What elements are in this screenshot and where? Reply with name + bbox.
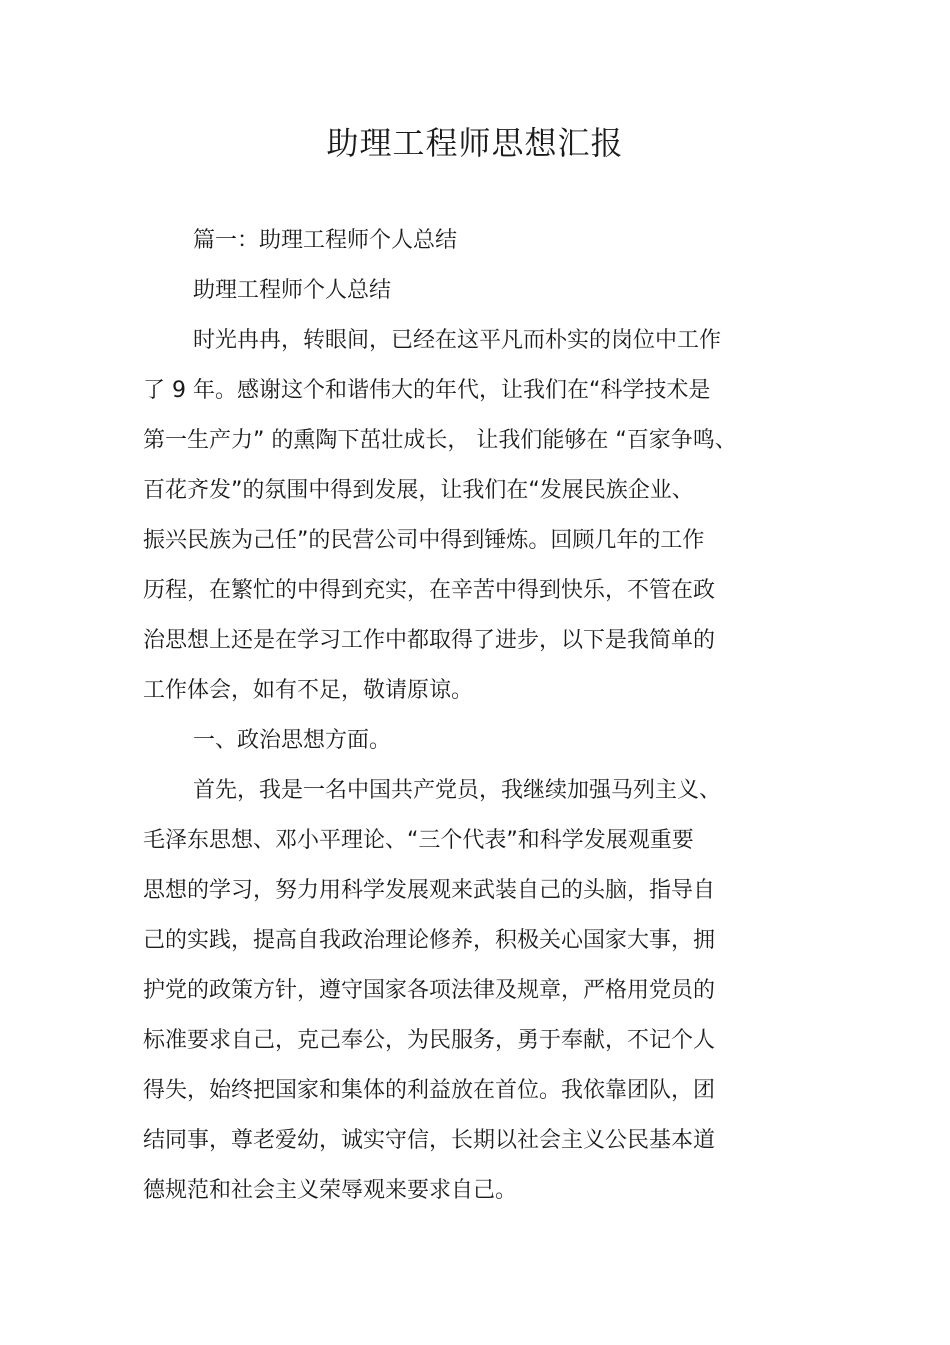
paragraph-line: 标准要求自己，克己奉公，为民服务，勇于奉献，不记个人 [143,1028,716,1053]
paragraph-line: 护党的政策方针，遵守国家各项法律及规章，严格用党员的 [143,978,716,1003]
section-heading: 一、政治思想方面。 [193,728,392,753]
section-heading: 篇一：助理工程师个人总结 [193,228,458,253]
paragraph-line: 第一生产力” 的熏陶下茁壮成长， 让我们能够在 “百家争鸣、 [143,428,737,453]
paragraph-line: 时光冉冉，转眼间，已经在这平凡而朴实的岗位中工作 [193,328,722,353]
paragraph-line: 历程，在繁忙的中得到充实，在辛苦中得到快乐，不管在政 [143,578,716,603]
paragraph-line: 思想的学习，努力用科学发展观来武装自己的头脑，指导自 [143,878,716,903]
paragraph-line: 了 9 年。感谢这个和谐伟大的年代，让我们在“科学技术是 [143,378,711,403]
document-title: 助理工程师思想汇报 [326,124,624,162]
paragraph-line: 德规范和社会主义荣辱观来要求自己。 [143,1178,518,1203]
paragraph-line: 百花齐发”的氛围中得到发展，让我们在“发展民族企业、 [143,478,694,503]
paragraph-line: 毛泽东思想、邓小平理论、“三个代表”和科学发展观重要 [143,828,694,853]
sub-heading: 助理工程师个人总结 [193,278,392,303]
paragraph-line: 结同事，尊老爱幼，诚实守信，长期以社会主义公民基本道 [143,1128,716,1153]
paragraph-line: 治思想上还是在学习工作中都取得了进步，以下是我简单的 [143,628,716,653]
paragraph-line: 振兴民族为己任”的民营公司中得到锤炼。回顾几年的工作 [143,528,705,553]
paragraph-line: 己的实践，提高自我政治理论修养，积极关心国家大事，拥 [143,928,716,953]
paragraph-line: 首先，我是一名中国共产党员，我继续加强马列主义、 [193,778,722,803]
paragraph-line: 得失，始终把国家和集体的利益放在首位。我依靠团队，团 [143,1078,716,1103]
paragraph-line: 工作体会，如有不足，敬请原谅。 [143,678,474,703]
